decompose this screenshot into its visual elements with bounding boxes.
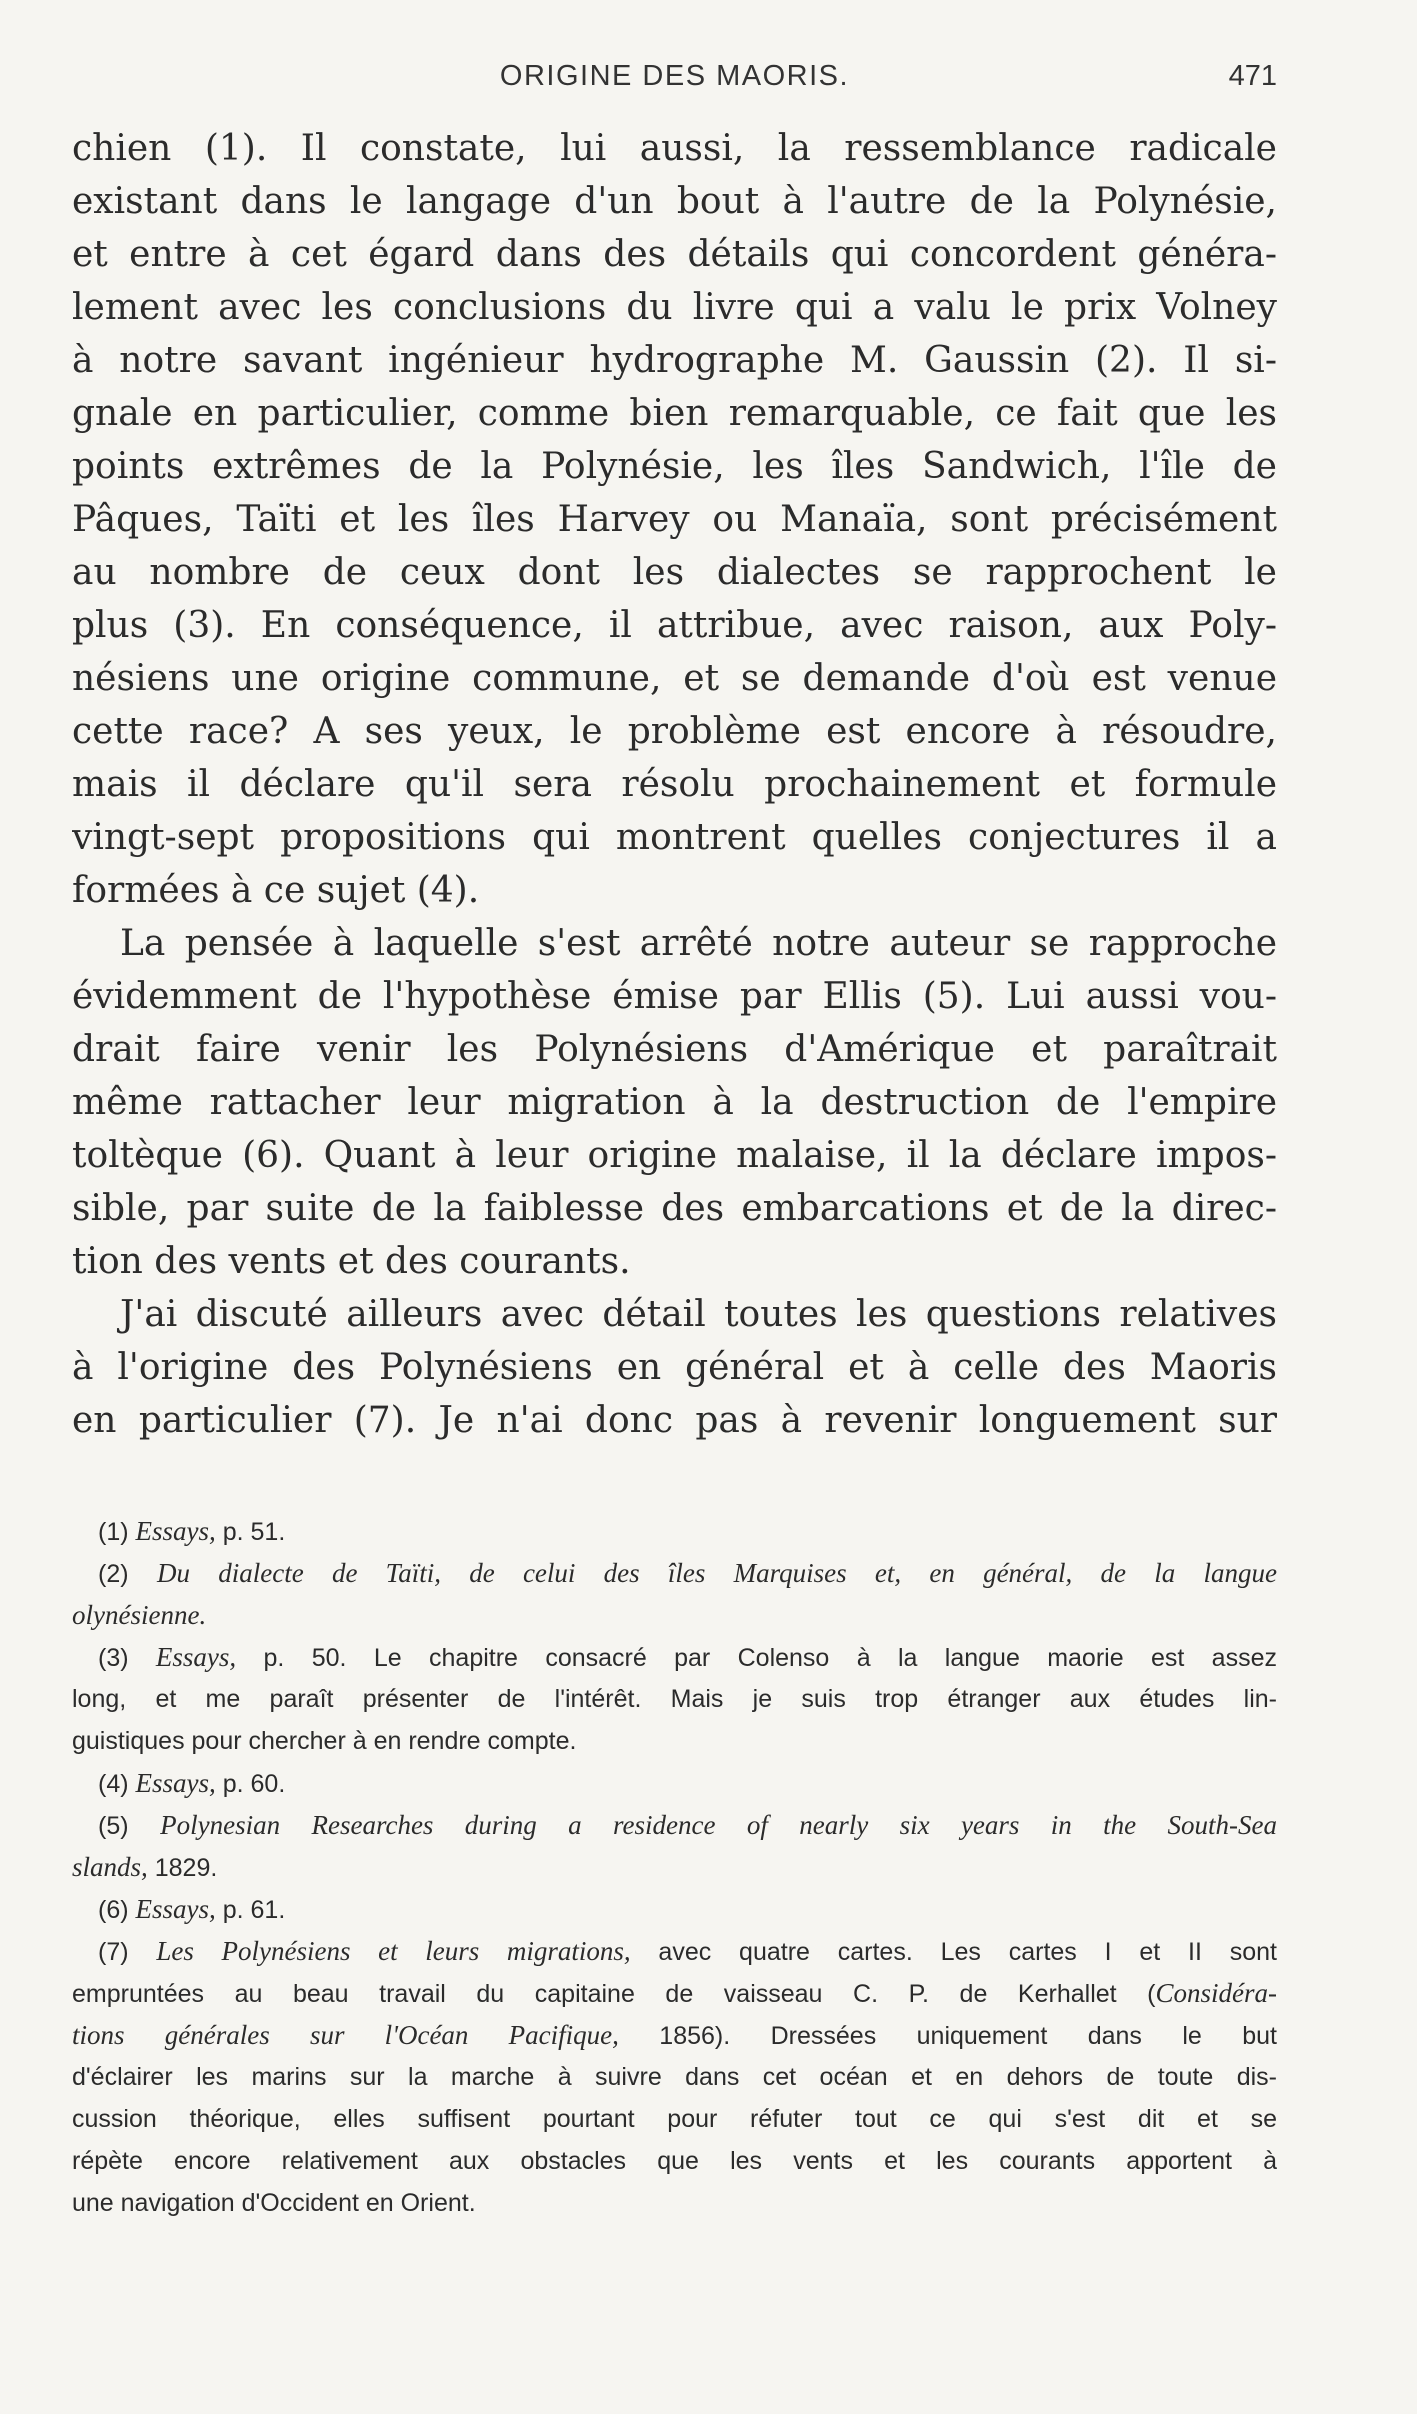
body-line: à notre savant ingénieur hydrographe M. Gaussin (2). Il si-: [72, 340, 1277, 381]
body-line: cette race? A ses yeux, le problème est encore à résoudre,: [72, 711, 1277, 752]
body-line: lement avec les conclusions du livre qui a valu le prix Volney: [72, 287, 1277, 328]
footnote-3: [72, 1636, 1277, 1678]
footnote-text: p. 51.: [215, 1518, 286, 1546]
footnote-5: [72, 1804, 1277, 1846]
body-line: toltèque (6). Quant à leur origine malaise, il la déclare impos-: [72, 1135, 1277, 1176]
footnotes: [72, 1510, 1277, 2224]
body-line: tion des vents et des courants.: [72, 1241, 631, 1282]
footnote-6: [72, 1888, 1277, 1930]
footnote-7-cont: d'éclairer les marins sur la marche à suivre dans cet océan et en dehors de toute dis-: [72, 2063, 1277, 2091]
footnote-7-cont: une navigation d'Occident en Orient.: [72, 2189, 476, 2217]
footnote-text: p. 61.: [215, 1896, 286, 1924]
body-line: évidemment de l'hypothèse émise par Ellis (5). Lui aussi vou-: [72, 976, 1277, 1017]
footnote-2-cont: [72, 1594, 1277, 1636]
footnote-7: [72, 1930, 1277, 1972]
footnote-title: Essays,: [135, 1894, 216, 1924]
running-header: [72, 60, 1277, 104]
footnote-number: (1): [98, 1518, 129, 1546]
footnote-4: [72, 1762, 1277, 1804]
body-line: points extrêmes de la Polynésie, les îles Sandwich, l'île de: [72, 446, 1277, 487]
body-line: Pâques, Taïti et les îles Harvey ou Manaïa, sont précisément: [72, 499, 1277, 540]
footnote-title: olynésienne.: [72, 1600, 207, 1630]
footnote-number: (2): [98, 1560, 129, 1588]
footnote-3-cont: long, et me paraît présenter de l'intérêt. Mais je suis trop étranger aux études lin-: [72, 1685, 1277, 1713]
footnote-number: (3): [98, 1644, 129, 1672]
body-line: vingt-sept propositions qui montrent quelles conjectures il a: [72, 817, 1277, 858]
footnote-title: slands,: [72, 1852, 148, 1882]
body-line: mais il déclare qu'il sera résolu prochainement et formule: [72, 764, 1277, 805]
footnote-1: [72, 1510, 1277, 1552]
footnote-title: Essays,: [155, 1642, 237, 1672]
body-line: formées à ce sujet (4).: [72, 870, 480, 911]
body-line: gnale en particulier, comme bien remarquable, ce fait que les: [72, 393, 1277, 434]
body-line: en particulier (7). Je n'ai donc pas à revenir longuement sur: [72, 1400, 1277, 1441]
footnote-number: (4): [98, 1770, 129, 1798]
running-title: ORIGINE DES MAORIS.: [499, 60, 850, 92]
footnote-number: (7): [98, 1938, 129, 1966]
footnote-2: [72, 1552, 1277, 1594]
footnote-text: avec quatre cartes. Les cartes I et II sont: [630, 1938, 1277, 1966]
body-line: nésiens une origine commune, et se demande d'où est venue: [72, 658, 1277, 699]
footnote-title: Polynesian Researches during a residence of nearly six years in the South-Sea: [160, 1810, 1277, 1840]
body-line: à l'origine des Polynésiens en général et à celle des Maoris: [72, 1347, 1277, 1388]
footnote-title: Essays,: [135, 1516, 216, 1546]
footnote-7-cont: [72, 1972, 1277, 2014]
body-line: drait faire venir les Polynésiens d'Amérique et paraîtrait: [72, 1029, 1277, 1070]
footnote-number: (5): [98, 1812, 129, 1840]
footnote-7-cont: répète encore relativement aux obstacles que les vents et les courants apportent à: [72, 2147, 1277, 2175]
footnote-7-cont: cussion théorique, elles suffisent pourtant pour réfuter tout ce qui s'est dit et se: [72, 2105, 1277, 2133]
footnote-text: 1856). Dressées uniquement dans le but: [618, 2022, 1277, 2050]
footnote-number: (6): [98, 1896, 129, 1924]
body-line: et entre à cet égard dans des détails qui concordent généra-: [72, 234, 1277, 275]
body-line: La pensée à laquelle s'est arrêté notre auteur se rapproche: [120, 923, 1277, 964]
body-line: plus (3). En conséquence, il attribue, avec raison, aux Poly-: [72, 605, 1277, 646]
footnote-title: Essays,: [135, 1768, 216, 1798]
body-line: chien (1). Il constate, lui aussi, la ressemblance radicale: [72, 128, 1277, 169]
footnote-5-cont: [72, 1846, 1277, 1888]
body-line: sible, par suite de la faiblesse des embarcations et de la direc-: [72, 1188, 1277, 1229]
footnote-text: empruntées au beau travail du capitaine de vaisseau C. P. de Kerhallet (: [72, 1980, 1156, 2008]
body-line: même rattacher leur migration à la destruction de l'empire: [72, 1082, 1277, 1123]
body-line: au nombre de ceux dont les dialectes se rapprochent le: [72, 552, 1277, 593]
body-line: J'ai discuté ailleurs avec détail toutes les questions relatives: [120, 1294, 1277, 1335]
page-number: 471: [1228, 60, 1277, 92]
footnote-text: 1829.: [147, 1854, 218, 1882]
footnote-title: tions générales sur l'Océan Pacifique,: [72, 2020, 619, 2050]
body-text: [72, 122, 1277, 1447]
footnote-title: Les Polynésiens et leurs migrations,: [156, 1936, 631, 1966]
footnote-3-cont: guistiques pour chercher à en rendre compte.: [72, 1727, 577, 1755]
footnote-7-cont: [72, 2014, 1277, 2056]
body-line: existant dans le langage d'un bout à l'autre de la Polynésie,: [72, 181, 1277, 222]
footnote-title: Considéra-: [1155, 1978, 1277, 2008]
footnote-title: Du dialecte de Taïti, de celui des îles Marquises et, en général, de la langue: [157, 1558, 1277, 1588]
footnote-text: p. 50. Le chapitre consacré par Colenso à la langue maorie est assez: [236, 1644, 1277, 1672]
footnote-text: p. 60.: [215, 1770, 286, 1798]
